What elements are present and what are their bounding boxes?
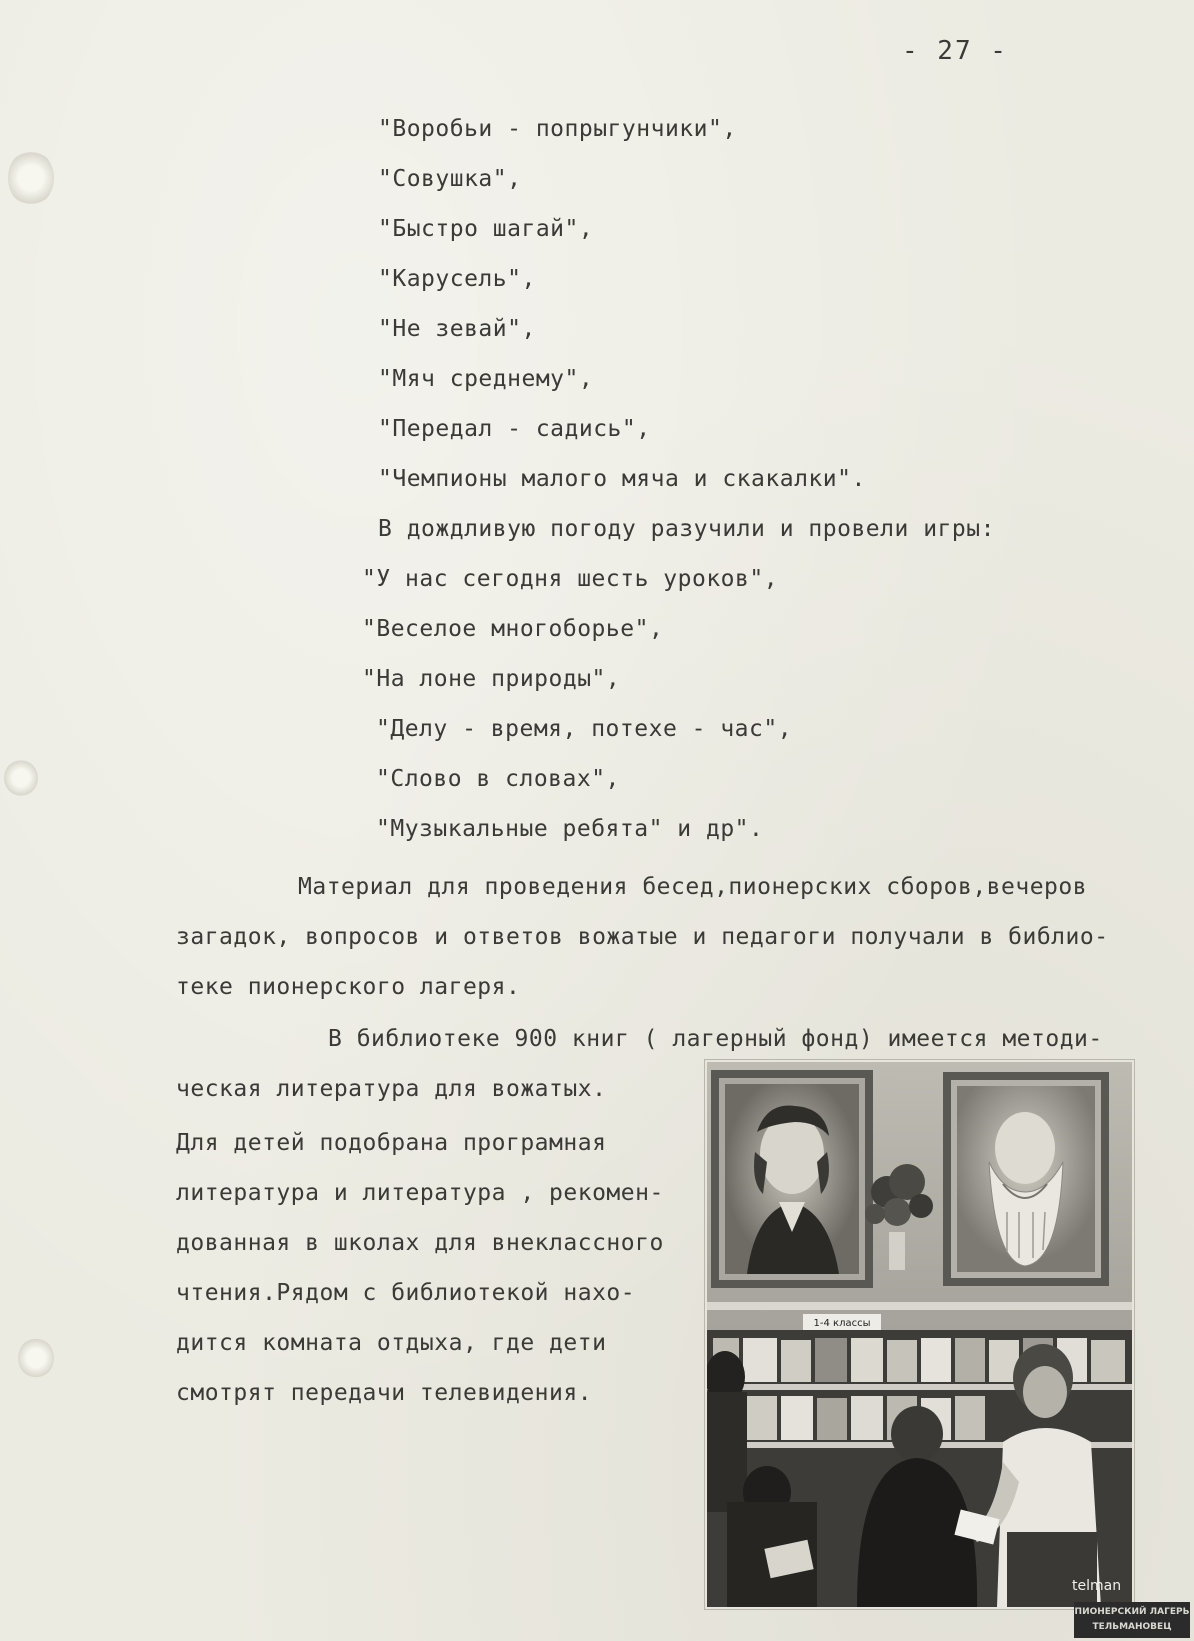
page-number: - 27 -: [902, 36, 1008, 66]
game-item: "Быстро шагай",: [378, 216, 594, 242]
paragraph-line: теке пионерского лагеря.: [176, 974, 521, 1000]
rainy-game-item: "У нас сегодня шесть уроков",: [362, 566, 779, 592]
game-item: "Воробьи - попрыгунчики",: [378, 116, 737, 142]
watermark: [1072, 1578, 1194, 1641]
paragraph-line: дованная в школах для внеклассного: [176, 1230, 664, 1256]
shelf-sign-text: 1-4 классы: [813, 1318, 871, 1329]
game-item: "Чемпионы малого мяча и скакалки".: [378, 466, 866, 492]
library-photo-illustration: [707, 1062, 1132, 1607]
rainy-game-item: "На лоне природы",: [362, 666, 621, 692]
paragraph-line: Для детей подобрана програмная: [176, 1130, 607, 1156]
child-center-head: [891, 1406, 943, 1462]
paragraph-line: загадок, вопросов и ответов вожатые и педагоги получали в библио-: [176, 924, 1109, 950]
paragraph-line: литература и литература , рекомен-: [176, 1180, 664, 1206]
punch-hole-bottom: [18, 1338, 54, 1378]
rainy-game-item: "Музыкальные ребята" и др".: [376, 816, 764, 842]
game-item: "Карусель",: [378, 266, 536, 292]
paragraph-line: дится комната отдыха, где дети: [176, 1330, 607, 1356]
watermark-line2: ТЕЛЬМАНОВЕЦ: [1092, 1622, 1172, 1632]
rainy-game-item: "Слово в словах",: [376, 766, 620, 792]
paragraph-line: В библиотеке 900 книг ( лагерный фонд) имеется методи-: [328, 1026, 1103, 1052]
paragraph-line: чтения.Рядом с библиотекой нахо-: [176, 1280, 636, 1306]
game-item: "Передал - садись",: [378, 416, 651, 442]
game-item: "Мяч среднему",: [378, 366, 594, 392]
punch-hole-middle: [4, 760, 38, 796]
paragraph-line: ческая литература для вожатых.: [176, 1076, 607, 1102]
game-item: "Совушка",: [378, 166, 522, 192]
watermark-site: telman: [1072, 1578, 1122, 1594]
game-item: "Не зевай",: [378, 316, 536, 342]
watermark-line1: ПИОНЕРСКИЙ ЛАГЕРЬ: [1074, 1607, 1190, 1617]
rainy-game-item: "Делу - время, потехе - час",: [376, 716, 793, 742]
rainy-game-item: "Веселое многоборье",: [362, 616, 664, 642]
watermark-logo: [1074, 1602, 1190, 1638]
punch-hole-top: [8, 150, 54, 206]
rainy-intro: В дождливую погоду разучили и провели игры:: [378, 516, 995, 542]
book-row-2: [747, 1396, 985, 1440]
paragraph-line: Материал для проведения бесед,пионерских сборов,вечеров: [298, 874, 1088, 900]
library-photo: [705, 1060, 1134, 1609]
paragraph-line: смотрят передачи телевидения.: [176, 1380, 593, 1406]
